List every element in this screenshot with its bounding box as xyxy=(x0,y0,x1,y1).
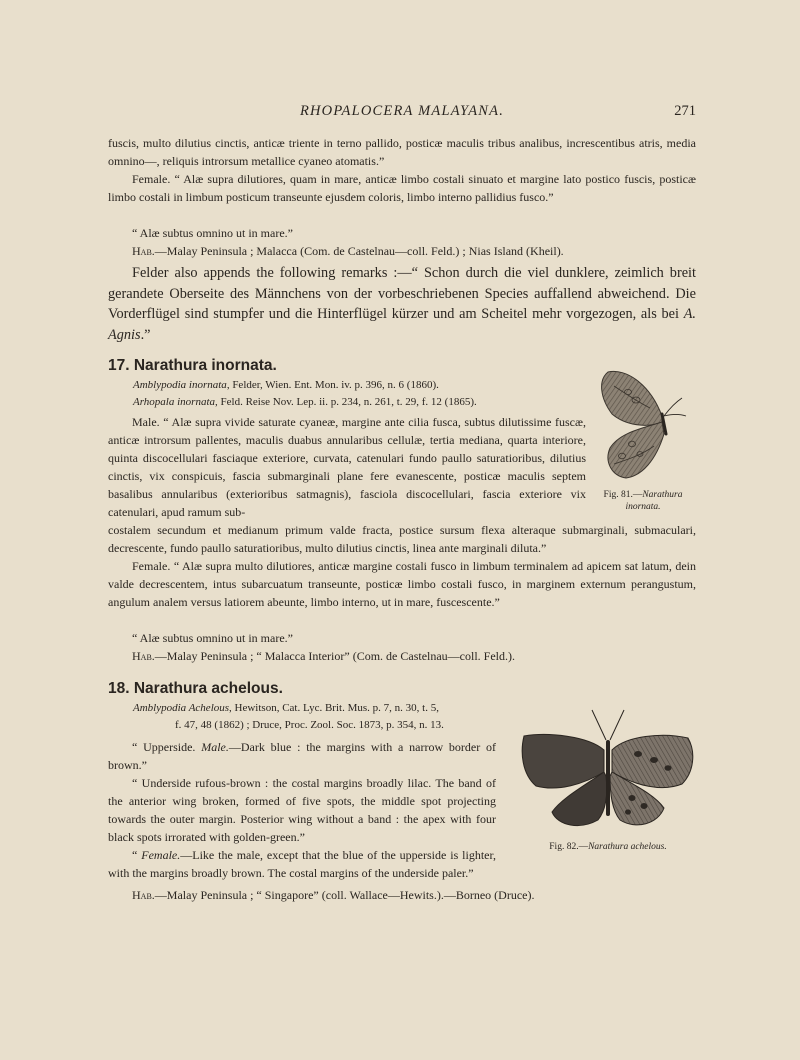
male-paragraph-17-continued: costalem secundum et medianum primum valde fracta, postice sursum flexa alteraque submarginali, submaculari, decrescente, fundo paullo saturatioribus, multo dilutius cinctis, linea ante marginali diluta.” xyxy=(108,523,696,555)
subtus-paragraph-17: “ Alæ subtus omnino ut in mare.” xyxy=(132,631,293,645)
ref-rest: , Felder, Wien. Ent. Mon. iv. p. 396, n. 6 (1860). xyxy=(226,379,439,391)
female-paragraph-16 xyxy=(108,170,696,206)
female-text-a: “ xyxy=(132,848,142,862)
female-paragraph-17 xyxy=(108,557,696,611)
hab-label: Hab. xyxy=(132,649,155,663)
species-18-reference-line-1 xyxy=(133,700,439,717)
hab-paragraph-16 xyxy=(108,242,696,260)
female-label: Female. xyxy=(141,848,181,862)
female-label: Female. xyxy=(132,172,171,186)
figure-81-caption xyxy=(588,489,698,513)
butterfly-figure-82 xyxy=(518,702,698,840)
ref-name: Amblypodia Achelous xyxy=(133,702,230,714)
butterfly-figure-81 xyxy=(592,364,690,484)
felder-remarks xyxy=(108,263,696,345)
species-17-reference-2 xyxy=(133,394,477,411)
ref-name: Amblypodia inornata xyxy=(133,379,227,391)
hab-text: —Malay Peninsula ; Malacca (Com. de Castelnau—coll. Feld.) ; Nias Island (Kheil). xyxy=(154,244,564,258)
female-text: “ Alæ supra multo dilutiores, anticæ margine costali fusco in limbum terminalem ad apicem sat latum, dein valde decrescentem, intus subarcuatum transeunte, posticæ limbo costali fusco, in marginem externum perangustum, angulum analem versus latiorem abeunte, limbo interno, ut in mare, fuscescente.” xyxy=(108,559,697,609)
running-title: RHOPALOCERA MALAYANA. xyxy=(299,103,505,119)
fig-label: Fig. 82.— xyxy=(549,842,589,852)
hab-paragraph-18 xyxy=(108,886,696,904)
running-header xyxy=(108,103,696,123)
species-18-reference-line-2: f. 47, 48 (1862) ; Druce, Proc. Zool. Soc. 1873, p. 354, n. 13. xyxy=(175,719,444,731)
continuation-paragraph: fuscis, multo dilutius cinctis, anticæ triente in terno pallido, posticæ maculis tribus analibus, increscentibus atris, media omnino—, reliquis introrsum metallice cyaneo atomatis.” xyxy=(108,136,696,168)
ref-line-1: , Hewitson, Cat. Lyc. Brit. Mus. p. 7, n. 30, t. 5, xyxy=(229,702,439,714)
figure-82-caption xyxy=(518,842,698,852)
upper-text-c: —Dark blue : the margins with a narrow border of brown.” xyxy=(108,740,496,772)
male-label: Male. xyxy=(132,415,160,429)
hab-label: Hab. xyxy=(132,888,155,902)
female-label: Female. xyxy=(132,559,171,573)
fig-label: Fig. 81.— xyxy=(603,490,643,500)
hab-text: —Malay Peninsula ; “ Singapore” (coll. Wallace—Hewits.).—Borneo (Druce). xyxy=(154,888,535,902)
species-18-heading: 18. Narathura achelous. xyxy=(108,680,283,697)
hab-text: —Malay Peninsula ; “ Malacca Interior” (Com. de Castelnau—coll. Feld.). xyxy=(154,649,516,663)
upper-text-a: “ Upperside. xyxy=(132,740,202,754)
male-paragraph-17 xyxy=(108,413,586,521)
species-17-heading: 17. Narathura inornata. xyxy=(108,357,277,374)
male-text-a: “ Alæ supra vivide saturate cyaneæ, margine ante cilia fusca, subtus dilutissime fuscæ, anticæ introrsum pallentes, maculis duabus annularibus cellulæ, tertia mediana, quarta interiore, quinta discocellulari fasciaque exteriore, curvata, catenulari fundo paullo saturatioribus, dilutius cinctis, vix conspicuis, fascia submarginali plane fere evanescente, posticæ maculis septem basalibus annularibus (exterioribus satmagnis), fasciola discocellulari, fascia exteriore vix catenulari, apud ramum sub- xyxy=(108,415,586,519)
ref-rest: , Feld. Reise Nov. Lep. ii. p. 234, n. 261, t. 29, f. 12 (1865). xyxy=(215,396,477,408)
upperside-paragraph-18 xyxy=(108,738,496,774)
remarks-species: A. Agnis xyxy=(108,306,696,343)
hab-label: Hab. xyxy=(132,244,155,258)
ref-name: Arhopala inornata xyxy=(133,396,216,408)
remarks-text: Felder also appends the following remarks :—“ Schon durch die viel dunklere, zeimlich breit gerandete Oberseite des Männchens von der vorbeschriebenen Species auffallend abweichend. Die Vorderflügel sind stumpfer und die Hinterflügel kürzer und am Scheitel mehr vorgezogen, als bei xyxy=(108,265,696,323)
underside-paragraph-18: “ Underside rufous-brown : the costal margins broadly lilac. The band of the anterior wing broken, formed of five spots, the middle spot projecting towards the outer margin. Posterior wing without a band : the apex with four black spots irrorated with golden-green.” xyxy=(108,776,496,844)
female-text-c: —Like the male, except that the blue of the upperside is lighter, with the margins broadly brown. The costal margins of the underside paler.” xyxy=(108,848,496,880)
subtus-paragraph-16: “ Alæ subtus omnino ut in mare.” xyxy=(132,226,293,240)
remarks-end: .” xyxy=(140,326,151,343)
female-paragraph-18 xyxy=(108,846,496,882)
upper-male: Male. xyxy=(201,740,229,754)
hab-paragraph-17 xyxy=(108,647,696,665)
species-17-reference-1 xyxy=(133,377,439,394)
fig-species: Narathura inornata. xyxy=(625,490,683,512)
female-text: “ Alæ supra dilutiores, quam in mare, anticæ limbo costali sinuato et margine lato postico fuscis, posticæ limbo costali in limbum posticum transeunte ejusdem coloris, limbo interno pallidius fusco.” xyxy=(108,172,696,204)
page-number: 271 xyxy=(674,103,696,119)
fig-species: Narathura achelous. xyxy=(588,842,667,852)
